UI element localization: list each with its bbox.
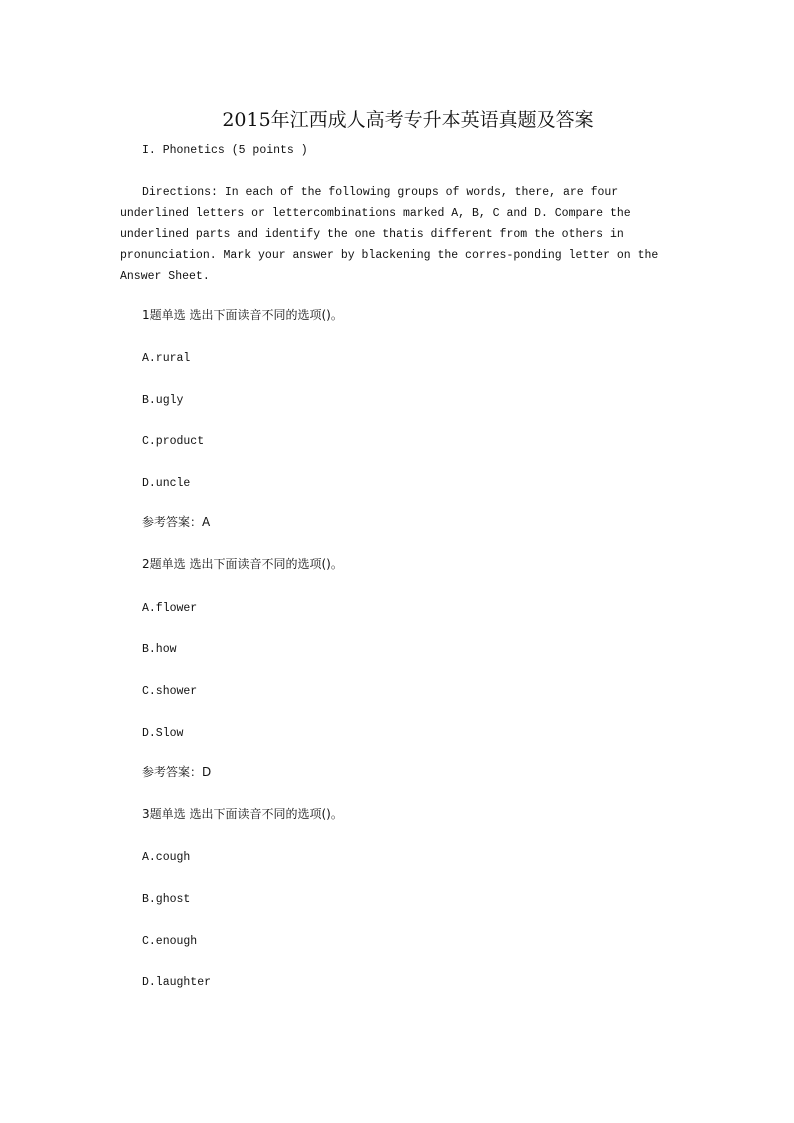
option: B.how	[142, 643, 177, 656]
directions-line: Answer Sheet.	[120, 270, 210, 283]
option: A.cough	[142, 851, 191, 864]
option: C.enough	[142, 935, 198, 948]
option: B.ghost	[142, 893, 191, 906]
directions-line: Directions: In each of the following groups of words, there, are four	[142, 186, 619, 199]
option: C.product	[142, 435, 205, 448]
option: A.rural	[142, 352, 191, 365]
option: D.Slow	[142, 727, 184, 740]
option: D.laughter	[142, 976, 212, 989]
option: C.shower	[142, 685, 198, 698]
directions-line: underlined parts and identify the one thatis different from the others in	[120, 228, 624, 241]
answer: 参考答案：D	[142, 765, 212, 779]
directions-line: pronunciation. Mark your answer by blackening the corres-ponding letter on the	[120, 249, 659, 262]
option: B.ugly	[142, 394, 184, 407]
option: D.uncle	[142, 477, 191, 490]
option: A.flower	[142, 602, 198, 615]
document-title: 2015年江西成人高考专升本英语真题及答案	[222, 109, 594, 131]
answer: 参考答案：A	[142, 515, 211, 529]
question-stem: 2题单选 选出下面读音不同的选项()。	[142, 557, 343, 571]
directions-line: underlined letters or lettercombinations marked A, B, C and D. Compare the	[120, 207, 631, 220]
section-heading: I. Phonetics (5 points )	[142, 144, 308, 157]
question-stem: 3题单选 选出下面读音不同的选项()。	[142, 807, 343, 821]
question-stem: 1题单选 选出下面读音不同的选项()。	[142, 308, 343, 322]
